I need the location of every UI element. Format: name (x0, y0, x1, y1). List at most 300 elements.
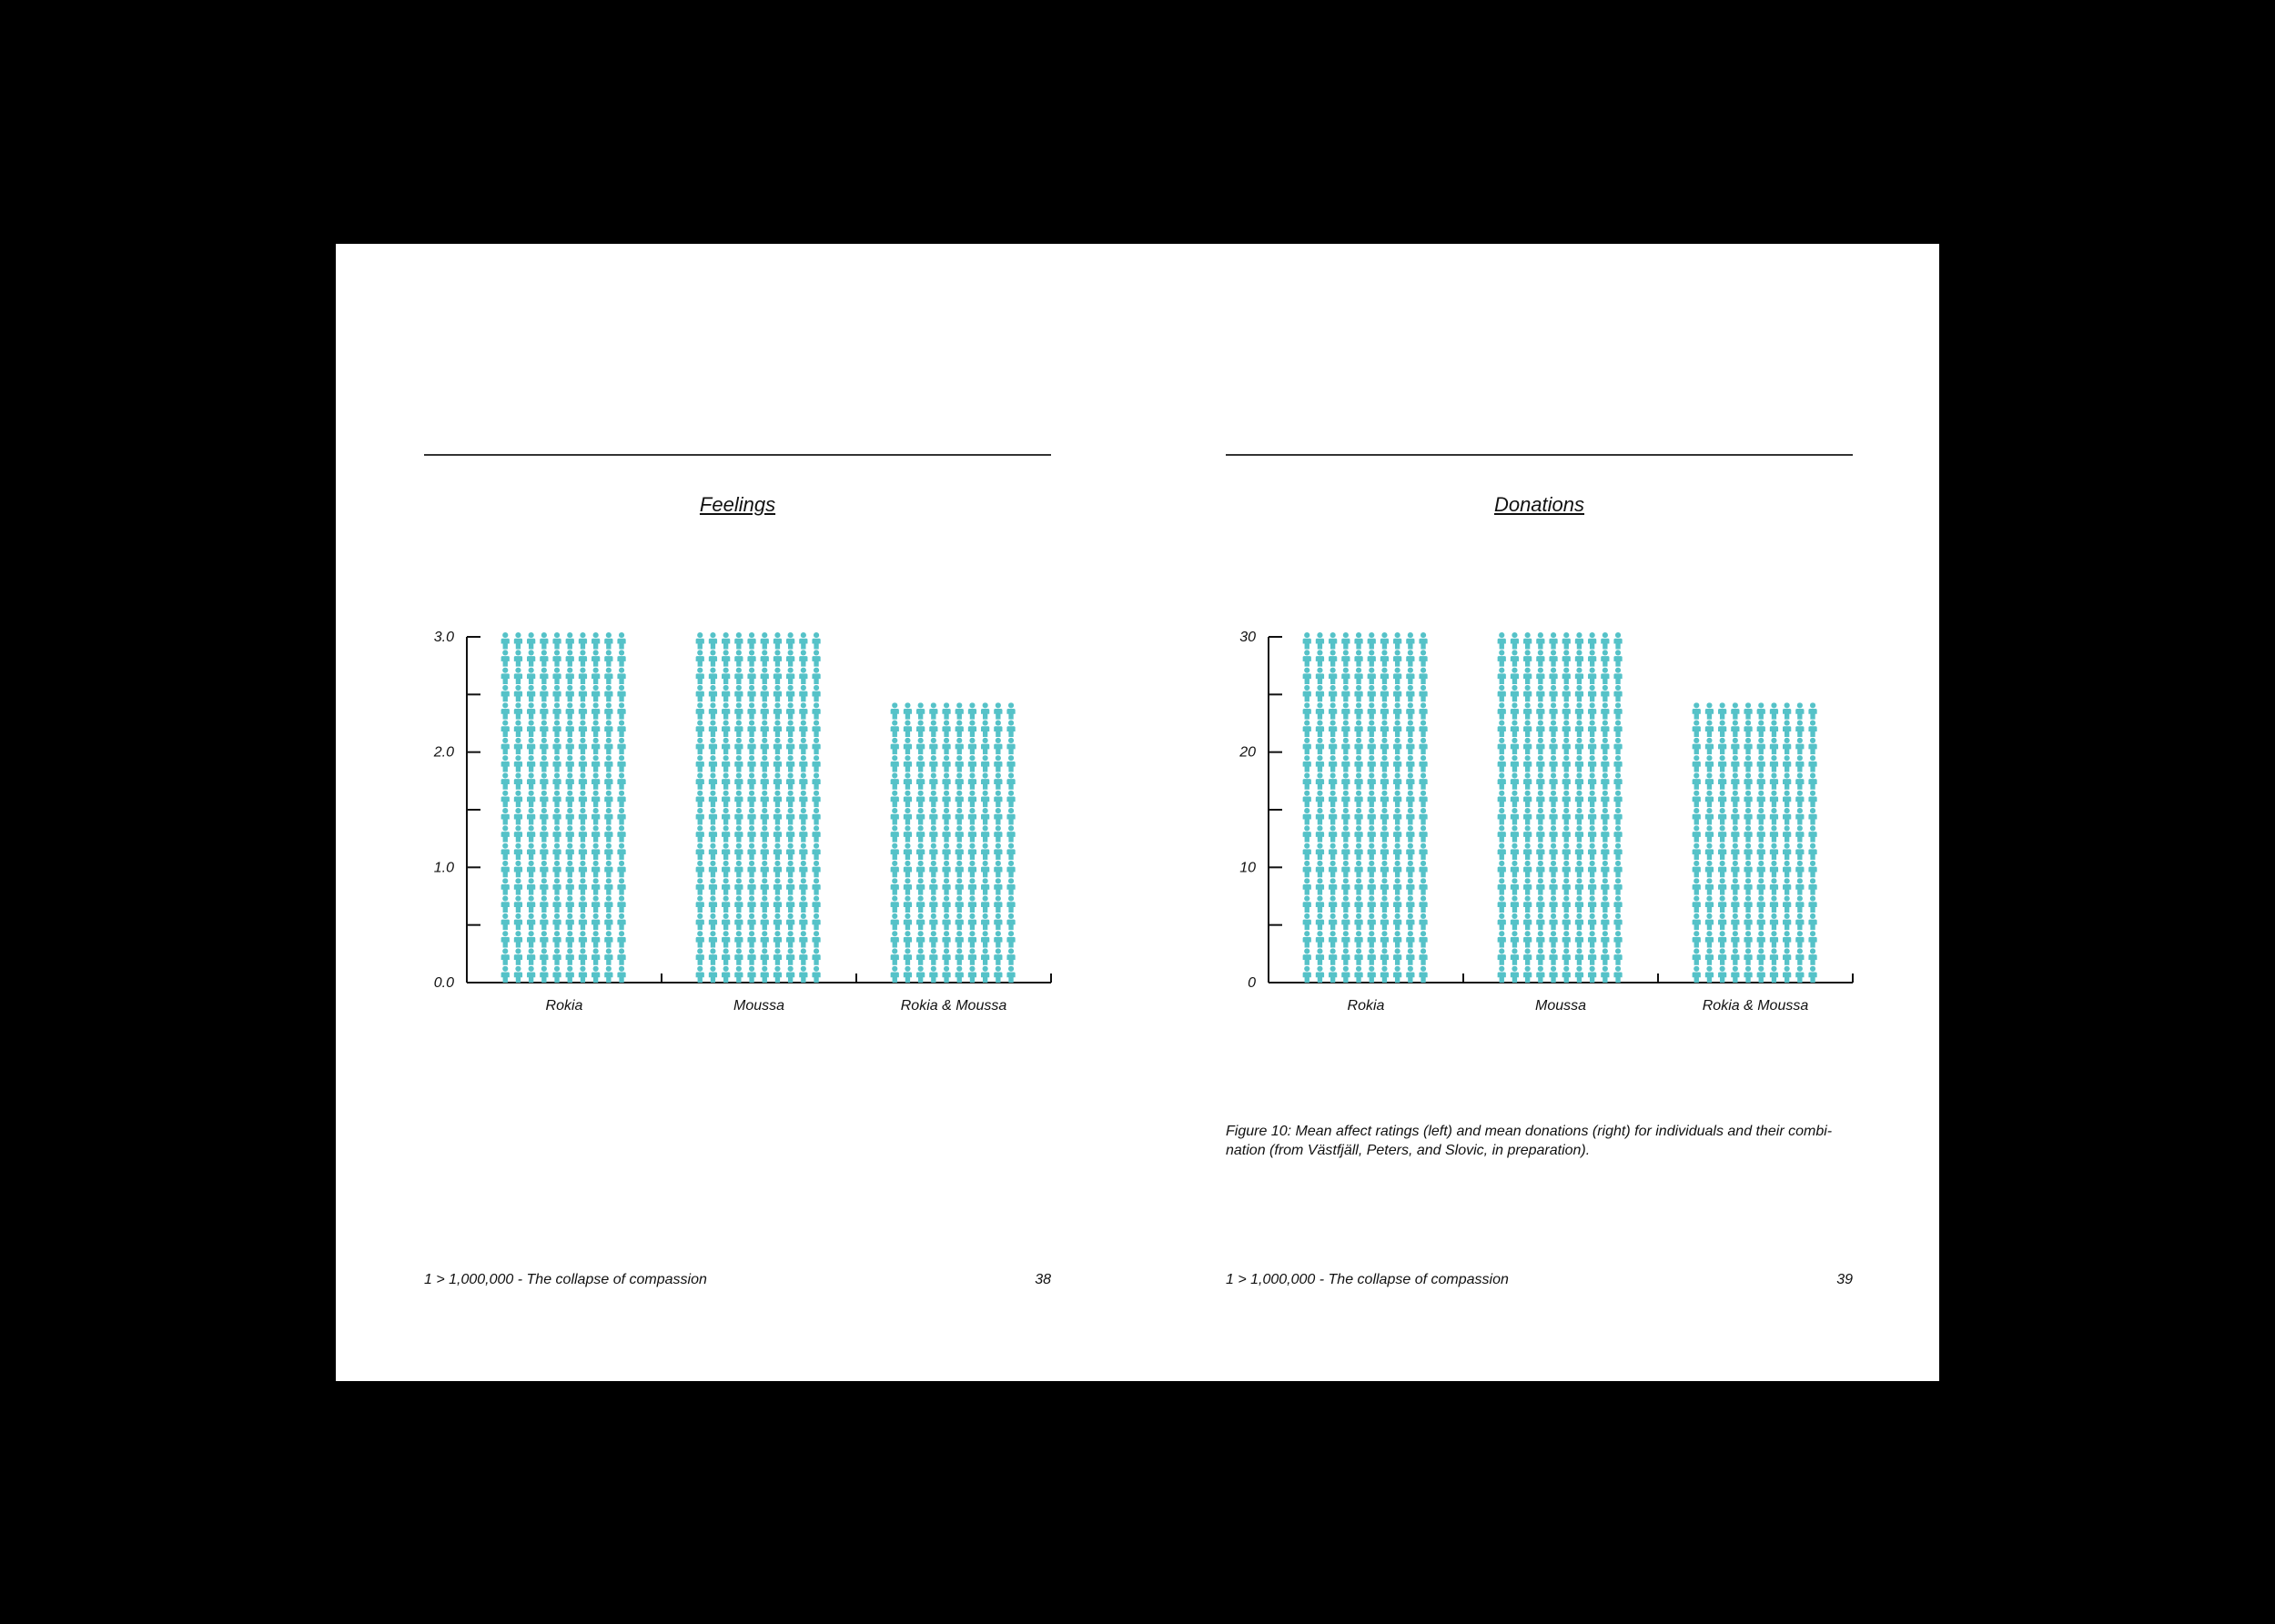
person-icon (1393, 861, 1401, 878)
person-icon (1744, 913, 1752, 931)
y-tick-label: 10 (1239, 860, 1256, 876)
person-icon (1354, 702, 1362, 720)
person-icon (1613, 861, 1622, 878)
y-tick-label: 20 (1239, 744, 1256, 761)
person-icon (1808, 878, 1816, 895)
person-icon (942, 878, 950, 895)
person-icon (1511, 772, 1519, 790)
person-icon (904, 825, 912, 842)
person-icon (1562, 685, 1571, 702)
person-icon (799, 808, 807, 825)
person-icon (994, 966, 1002, 983)
person-icon (916, 825, 925, 842)
person-icon (734, 772, 743, 790)
person-icon (1341, 913, 1350, 931)
person-icon (566, 685, 574, 702)
person-icon (1303, 966, 1311, 983)
person-icon (514, 668, 522, 685)
y-tick-label: 30 (1239, 630, 1256, 645)
person-icon (1419, 791, 1427, 808)
person-icon (1693, 738, 1701, 755)
person-icon (799, 632, 807, 650)
person-icon (1783, 825, 1791, 842)
person-icon (761, 948, 769, 965)
person-icon (1006, 808, 1015, 825)
person-icon (1613, 650, 1622, 667)
person-icon (1613, 843, 1622, 861)
person-icon (1406, 755, 1414, 772)
person-icon (1562, 791, 1571, 808)
person-icon (1718, 755, 1726, 772)
person-icon (1419, 878, 1427, 895)
person-icon (929, 738, 937, 755)
person-icon (566, 702, 574, 720)
person-icon (1575, 825, 1583, 842)
person-icon (579, 685, 587, 702)
person-icon (1536, 668, 1544, 685)
person-icon (722, 931, 730, 948)
person-icon (956, 913, 964, 931)
person-icon (540, 808, 548, 825)
person-icon (942, 913, 950, 931)
person-icon (1588, 861, 1596, 878)
person-icon (904, 738, 912, 755)
person-icon (994, 896, 1002, 913)
person-icon (592, 966, 600, 983)
person-icon (1303, 913, 1311, 931)
person-icon (1406, 948, 1414, 965)
person-icon (1783, 791, 1791, 808)
person-icon (1341, 825, 1350, 842)
person-icon (1562, 861, 1571, 878)
person-icon (566, 632, 574, 650)
person-icon (1393, 896, 1401, 913)
person-icon (1549, 913, 1557, 931)
person-icon (1303, 843, 1311, 861)
person-icon (1549, 808, 1557, 825)
person-icon (968, 721, 976, 738)
person-icon (1718, 772, 1726, 790)
person-icon (1419, 913, 1427, 931)
person-icon (566, 825, 574, 842)
person-icon (604, 878, 612, 895)
person-icon (1588, 878, 1596, 895)
person-icon (747, 843, 755, 861)
person-icon (942, 738, 950, 755)
person-icon (604, 668, 612, 685)
person-icon (1523, 931, 1532, 948)
person-icon (579, 896, 587, 913)
person-icon (566, 861, 574, 878)
person-icon (722, 843, 730, 861)
person-icon (747, 861, 755, 878)
person-icon (929, 878, 937, 895)
person-icon (1783, 755, 1791, 772)
person-icon (1523, 721, 1532, 738)
person-icon (981, 931, 989, 948)
person-icon (1511, 808, 1519, 825)
person-icon (1393, 843, 1401, 861)
person-icon (540, 878, 548, 895)
person-icon (604, 808, 612, 825)
person-icon (1354, 668, 1362, 685)
person-icon (994, 825, 1002, 842)
person-icon (566, 738, 574, 755)
person-icon (734, 668, 743, 685)
person-icon (514, 931, 522, 948)
person-icon (734, 931, 743, 948)
person-icon (1380, 755, 1389, 772)
person-icon (1419, 931, 1427, 948)
person-icon (1549, 668, 1557, 685)
person-icon (540, 650, 548, 667)
person-icon (1718, 878, 1726, 895)
person-icon (1316, 896, 1324, 913)
person-icon (942, 808, 950, 825)
person-icon (1693, 843, 1701, 861)
person-icon (786, 931, 794, 948)
person-icon (942, 702, 950, 720)
person-icon (1393, 721, 1401, 738)
person-icon (1406, 772, 1414, 790)
x-tick-label: Rokia & Moussa (900, 998, 1007, 1014)
person-icon (1316, 878, 1324, 895)
person-icon (774, 632, 782, 650)
person-icon (604, 755, 612, 772)
person-icon (981, 966, 989, 983)
person-icon (1718, 913, 1726, 931)
person-icon (942, 861, 950, 878)
person-icon (1770, 702, 1778, 720)
person-icon (761, 772, 769, 790)
person-icon (1393, 791, 1401, 808)
person-icon (592, 668, 600, 685)
person-icon (1368, 685, 1376, 702)
person-icon (604, 861, 612, 878)
person-icon (994, 843, 1002, 861)
person-icon (1316, 825, 1324, 842)
person-icon (994, 948, 1002, 965)
person-icon (1406, 861, 1414, 878)
person-icon (709, 702, 717, 720)
person-icon (1705, 772, 1714, 790)
person-icon (799, 878, 807, 895)
person-icon (1588, 896, 1596, 913)
person-icon (722, 861, 730, 878)
person-icon (891, 738, 899, 755)
person-icon (527, 861, 535, 878)
person-icon (1601, 948, 1609, 965)
person-icon (1808, 931, 1816, 948)
person-icon (916, 791, 925, 808)
person-icon (604, 948, 612, 965)
person-icon (1731, 948, 1739, 965)
person-icon (1693, 791, 1701, 808)
person-icon (981, 791, 989, 808)
person-icon (1795, 931, 1804, 948)
person-icon (812, 668, 820, 685)
person-icon (552, 878, 561, 895)
person-icon (774, 791, 782, 808)
person-icon (799, 755, 807, 772)
person-icon (1511, 791, 1519, 808)
person-icon (1562, 825, 1571, 842)
person-icon (1718, 931, 1726, 948)
person-icon (891, 878, 899, 895)
person-icon (1498, 861, 1506, 878)
person-icon (891, 948, 899, 965)
person-icon (540, 825, 548, 842)
person-icon (1316, 755, 1324, 772)
person-icon (1693, 702, 1701, 720)
person-icon (592, 913, 600, 931)
person-icon (774, 772, 782, 790)
person-icon (579, 966, 587, 983)
person-icon (722, 721, 730, 738)
person-icon (1575, 808, 1583, 825)
person-icon (1613, 755, 1622, 772)
person-icon (761, 896, 769, 913)
person-icon (904, 861, 912, 878)
person-icon (929, 791, 937, 808)
person-icon (1783, 808, 1791, 825)
person-icon (1316, 721, 1324, 738)
person-icon (916, 843, 925, 861)
person-icon (552, 702, 561, 720)
person-icon (579, 650, 587, 667)
person-icon (1731, 966, 1739, 983)
person-icon (968, 931, 976, 948)
person-icon (566, 896, 574, 913)
person-icon (956, 808, 964, 825)
y-tick-label: 2.0 (433, 744, 454, 761)
person-icon (916, 772, 925, 790)
person-icon (1770, 825, 1778, 842)
person-icon (1406, 878, 1414, 895)
person-icon (617, 825, 625, 842)
person-icon (1795, 896, 1804, 913)
person-icon (1303, 721, 1311, 738)
person-icon (1419, 966, 1427, 983)
person-icon (1693, 772, 1701, 790)
person-icon (1808, 702, 1816, 720)
person-icon (1705, 948, 1714, 965)
person-icon (786, 791, 794, 808)
person-icon (942, 825, 950, 842)
person-icon (786, 843, 794, 861)
person-icon (1419, 738, 1427, 755)
person-icon (709, 738, 717, 755)
person-icon (1795, 861, 1804, 878)
person-icon (747, 896, 755, 913)
person-icon (1588, 913, 1596, 931)
person-icon (540, 738, 548, 755)
person-icon (761, 966, 769, 983)
person-icon (527, 825, 535, 842)
person-icon (1588, 772, 1596, 790)
person-icon (617, 791, 625, 808)
person-icon (981, 878, 989, 895)
person-icon (774, 896, 782, 913)
person-icon (1731, 702, 1739, 720)
person-icon (904, 808, 912, 825)
person-icon (981, 913, 989, 931)
person-icon (1718, 738, 1726, 755)
person-icon (956, 738, 964, 755)
person-icon (709, 772, 717, 790)
person-icon (1419, 721, 1427, 738)
person-icon (696, 825, 704, 842)
person-icon (747, 913, 755, 931)
person-icon (527, 808, 535, 825)
person-icon (1562, 966, 1571, 983)
person-icon (1006, 791, 1015, 808)
right-page (1138, 244, 1939, 1381)
person-icon (1562, 808, 1571, 825)
person-icon (1601, 755, 1609, 772)
person-icon (566, 843, 574, 861)
person-icon (514, 632, 522, 650)
person-icon (1549, 931, 1557, 948)
person-icon (540, 721, 548, 738)
person-icon (1588, 632, 1596, 650)
person-icon (734, 755, 743, 772)
person-icon (1757, 755, 1765, 772)
person-icon (1575, 878, 1583, 895)
person-icon (1770, 772, 1778, 790)
person-icon (734, 861, 743, 878)
person-icon (540, 685, 548, 702)
person-icon (1380, 878, 1389, 895)
person-icon (1380, 738, 1389, 755)
x-tick-label: Rokia (1347, 998, 1385, 1014)
person-icon (747, 738, 755, 755)
person-icon (579, 861, 587, 878)
person-icon (540, 772, 548, 790)
person-icon (1341, 808, 1350, 825)
person-icon (942, 791, 950, 808)
person-icon (566, 913, 574, 931)
person-icon (527, 772, 535, 790)
person-icon (722, 896, 730, 913)
person-icon (592, 685, 600, 702)
person-icon (1562, 948, 1571, 965)
person-icon (617, 721, 625, 738)
person-icon (994, 878, 1002, 895)
person-icon (968, 948, 976, 965)
person-icon (1808, 861, 1816, 878)
person-icon (1575, 772, 1583, 790)
person-icon (722, 808, 730, 825)
person-icon (812, 755, 820, 772)
person-icon (1757, 772, 1765, 790)
person-icon (527, 931, 535, 948)
person-icon (722, 702, 730, 720)
person-icon (1808, 825, 1816, 842)
person-icon (1795, 808, 1804, 825)
person-icon (956, 791, 964, 808)
person-icon (592, 948, 600, 965)
person-icon (1006, 948, 1015, 965)
person-icon (1575, 668, 1583, 685)
person-icon (1601, 843, 1609, 861)
person-icon (1588, 931, 1596, 948)
person-icon (1770, 896, 1778, 913)
person-icon (904, 843, 912, 861)
person-icon (1354, 861, 1362, 878)
person-icon (1393, 878, 1401, 895)
person-icon (592, 702, 600, 720)
person-icon (514, 878, 522, 895)
person-icon (747, 791, 755, 808)
person-icon (527, 913, 535, 931)
person-icon (722, 668, 730, 685)
person-icon (1757, 878, 1765, 895)
person-icon (592, 721, 600, 738)
person-icon (552, 896, 561, 913)
person-icon (1795, 791, 1804, 808)
person-icon (722, 913, 730, 931)
person-icon (1757, 843, 1765, 861)
page-number: 39 (1836, 1272, 1853, 1287)
person-icon (1693, 896, 1701, 913)
person-icon (1693, 825, 1701, 842)
person-icon (514, 685, 522, 702)
person-icon (904, 791, 912, 808)
person-icon (722, 755, 730, 772)
person-icon (942, 772, 950, 790)
person-icon (981, 896, 989, 913)
person-icon (1368, 843, 1376, 861)
person-icon (942, 896, 950, 913)
person-icon (1341, 721, 1350, 738)
person-icon (1744, 825, 1752, 842)
person-icon (1354, 650, 1362, 667)
person-icon (1588, 791, 1596, 808)
person-icon (1380, 913, 1389, 931)
person-icon (722, 878, 730, 895)
person-icon (799, 843, 807, 861)
person-icon (774, 861, 782, 878)
person-icon (501, 632, 510, 650)
person-icon (1562, 931, 1571, 948)
person-icon (1601, 650, 1609, 667)
person-icon (1693, 878, 1701, 895)
person-icon (761, 721, 769, 738)
person-icon (891, 966, 899, 983)
y-tick-label: 0.0 (433, 975, 454, 991)
person-icon (786, 755, 794, 772)
person-icon (1808, 913, 1816, 931)
person-icon (1316, 772, 1324, 790)
person-icon (981, 843, 989, 861)
person-icon (734, 685, 743, 702)
person-icon (1329, 825, 1337, 842)
person-icon (1303, 755, 1311, 772)
person-icon (1613, 685, 1622, 702)
person-icon (1588, 738, 1596, 755)
person-icon (1549, 685, 1557, 702)
person-icon (604, 896, 612, 913)
person-icon (696, 702, 704, 720)
person-icon (799, 721, 807, 738)
person-icon (1601, 878, 1609, 895)
person-icon (942, 931, 950, 948)
person-icon (734, 702, 743, 720)
person-icon (696, 808, 704, 825)
person-icon (1329, 896, 1337, 913)
person-icon (747, 632, 755, 650)
